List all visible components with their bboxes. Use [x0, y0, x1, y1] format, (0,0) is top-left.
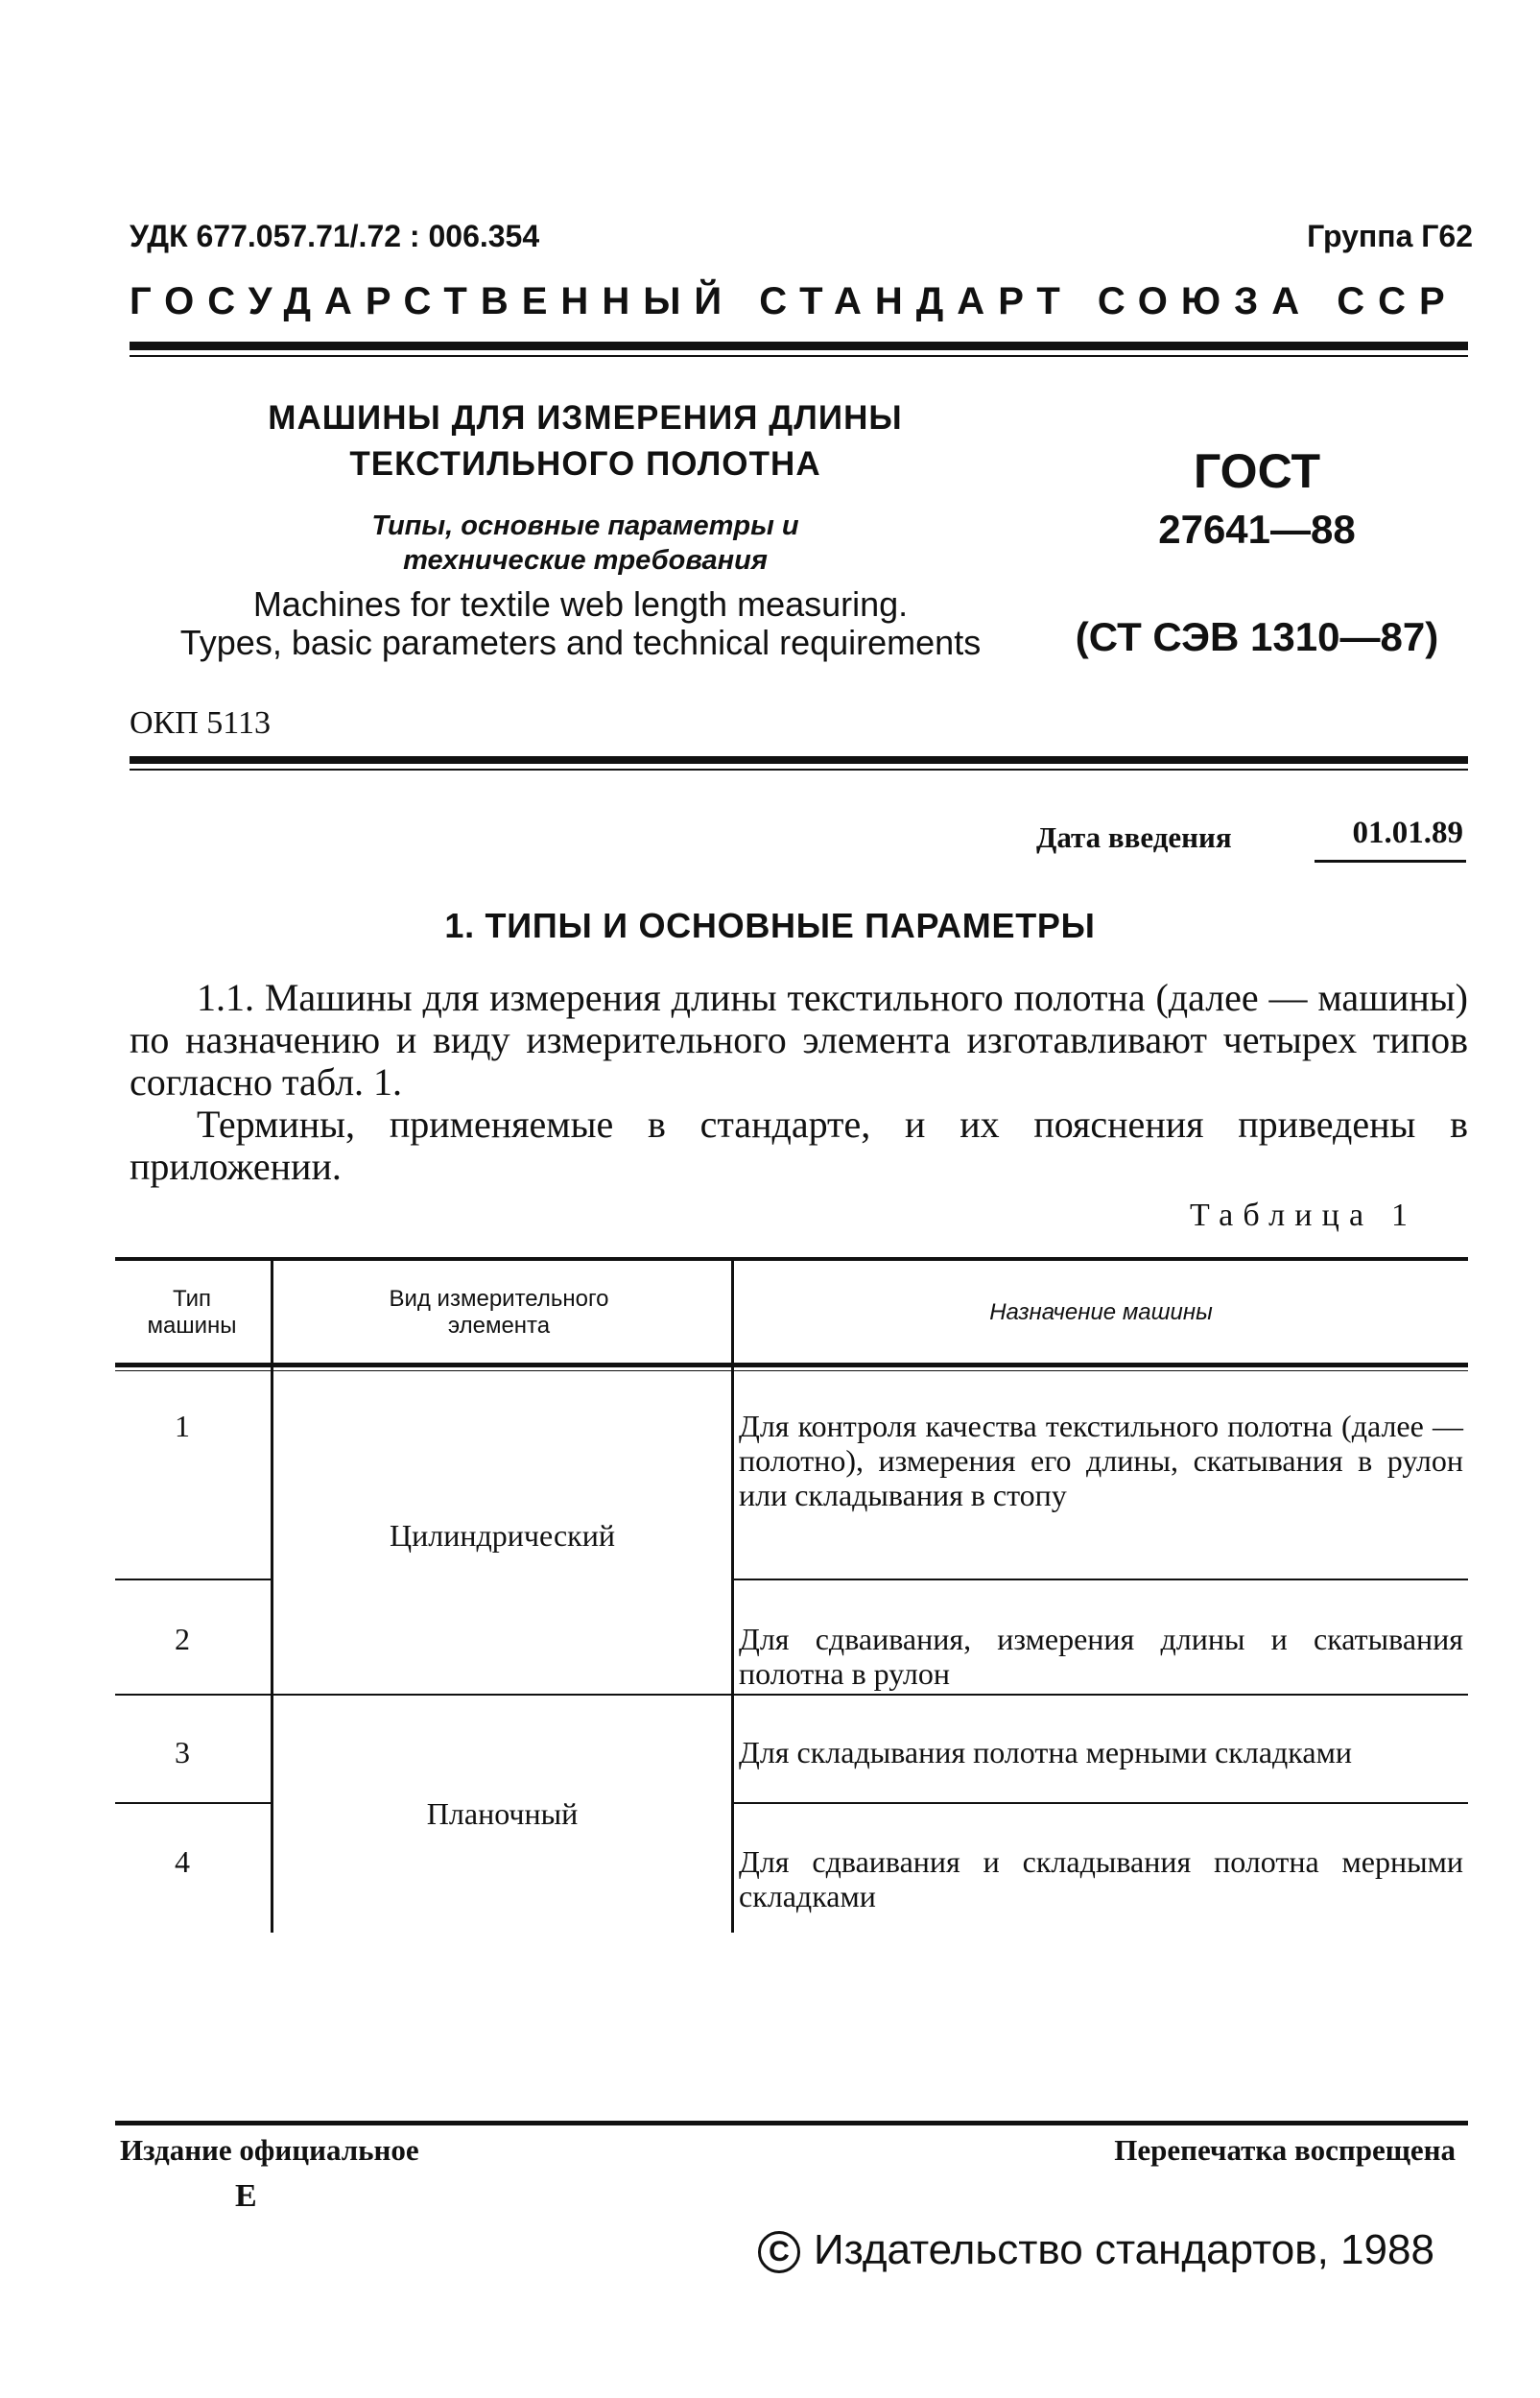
- row-separator-type-1-2: [115, 1579, 271, 1580]
- table-cell-type: 4: [175, 1844, 190, 1879]
- copyright-icon: C: [758, 2231, 800, 2273]
- title-en-line2: Types, basic parameters and technical requirements: [179, 623, 982, 662]
- title-thick-rule: [130, 756, 1468, 764]
- paragraph-terms: Термины, применяемые в стандарте, и их пояснения приведены в приложении.: [130, 1103, 1468, 1188]
- row-separator-purpose-3-4: [734, 1802, 1468, 1804]
- footer-letter-e: Е: [235, 2178, 257, 2214]
- intro-date-label: Дата введения: [1036, 820, 1232, 854]
- group-code: Группа Г62: [1307, 219, 1473, 253]
- table-cell-purpose: Для сдваивания и складывания полотна мерными складками: [739, 1844, 1463, 1913]
- subtitle-ru-line1: Типы, основные параметры и: [371, 510, 799, 541]
- document-subtitle-ru: [317, 509, 854, 578]
- table-cell-type: 3: [175, 1735, 190, 1769]
- row-separator-type-3-4: [115, 1802, 271, 1804]
- table-top-rule: [115, 1257, 1468, 1261]
- footer-rule: [115, 2121, 1468, 2125]
- state-standard-heading: ГОСУДАРСТВЕННЫЙ СТАНДАРТ СОЮЗА ССР: [130, 280, 1458, 322]
- table-header-rule: [115, 1363, 1468, 1367]
- table-cell-purpose: Для складывания полотна мерными складками: [739, 1735, 1352, 1769]
- subtitle-ru-line2: технические требования: [403, 545, 768, 576]
- intro-date-value: 01.01.89: [1352, 816, 1463, 850]
- paragraph-1-1: 1.1. Машины для измерения длины текстильного полотна (далее — машины) по назначению и виду измерительного элемента изготавливают четырех типов согласно табл. 1.: [130, 976, 1468, 1104]
- title-en-line1: Machines for textile web length measuring.: [252, 584, 909, 624]
- section-title: 1. ТИПЫ И ОСНОВНЫЕ ПАРАМЕТРЫ: [444, 906, 1096, 945]
- table-cell-purpose: Для контроля качества текстильного полотна (далее — полотно), измерения его длины, скатывания в рулон или складывания в стопу: [739, 1409, 1463, 1512]
- header-thin-rule: [130, 355, 1468, 357]
- document-title-en: [158, 585, 1003, 662]
- table-header-purpose: Назначение машины: [989, 1299, 1213, 1325]
- gost-number: 27641—88: [1158, 507, 1356, 552]
- table-header-rule-thin: [115, 1370, 1468, 1371]
- table-caption: Таблица 1: [1190, 1198, 1418, 1233]
- document-title-ru: [221, 395, 950, 487]
- okp-code: ОКП 5113: [130, 705, 272, 741]
- intro-date-underline: [1315, 860, 1466, 863]
- copyright-text: Издательство стандартов, 1988: [814, 2226, 1434, 2273]
- row-separator-group: [115, 1694, 1468, 1696]
- st-sev-reference: (СТ СЭВ 1310—87): [1075, 614, 1439, 659]
- table-col-divider-1: [271, 1261, 273, 1933]
- table-header-element: [326, 1286, 672, 1340]
- table-cell-type: 1: [175, 1409, 190, 1443]
- copyright-notice: [758, 2226, 1434, 2274]
- table-cell-element-cylindrical: Цилиндрический: [390, 1518, 615, 1553]
- row-separator-purpose-1-2: [734, 1579, 1468, 1580]
- table-header-type: [113, 1286, 271, 1340]
- title-ru-line1: МАШИНЫ ДЛЯ ИЗМЕРЕНИЯ ДЛИНЫ: [268, 399, 903, 437]
- footer-reprint-prohibited: Перепечатка воспрещена: [1114, 2133, 1456, 2167]
- table-cell-type: 2: [175, 1622, 190, 1656]
- title-ru-line2: ТЕКСТИЛЬНОГО ПОЛОТНА: [349, 445, 821, 483]
- udk-code: УДК 677.057.71/.72 : 006.354: [130, 219, 540, 253]
- table-cell-purpose: Для сдваивания, измерения длины и скатывания полотна в рулон: [739, 1622, 1463, 1691]
- header-thick-rule: [130, 342, 1468, 350]
- table-col-divider-2: [731, 1261, 734, 1933]
- footer-official-edition: Издание официальное: [120, 2133, 419, 2167]
- gost-label: ГОСТ: [1194, 444, 1320, 498]
- title-thin-rule: [130, 769, 1468, 771]
- table-header-type-text: Тип машины: [147, 1286, 237, 1339]
- table-header-element-text: Вид измерительного элемента: [389, 1286, 609, 1339]
- table-cell-element-plank: Планочный: [426, 1796, 579, 1831]
